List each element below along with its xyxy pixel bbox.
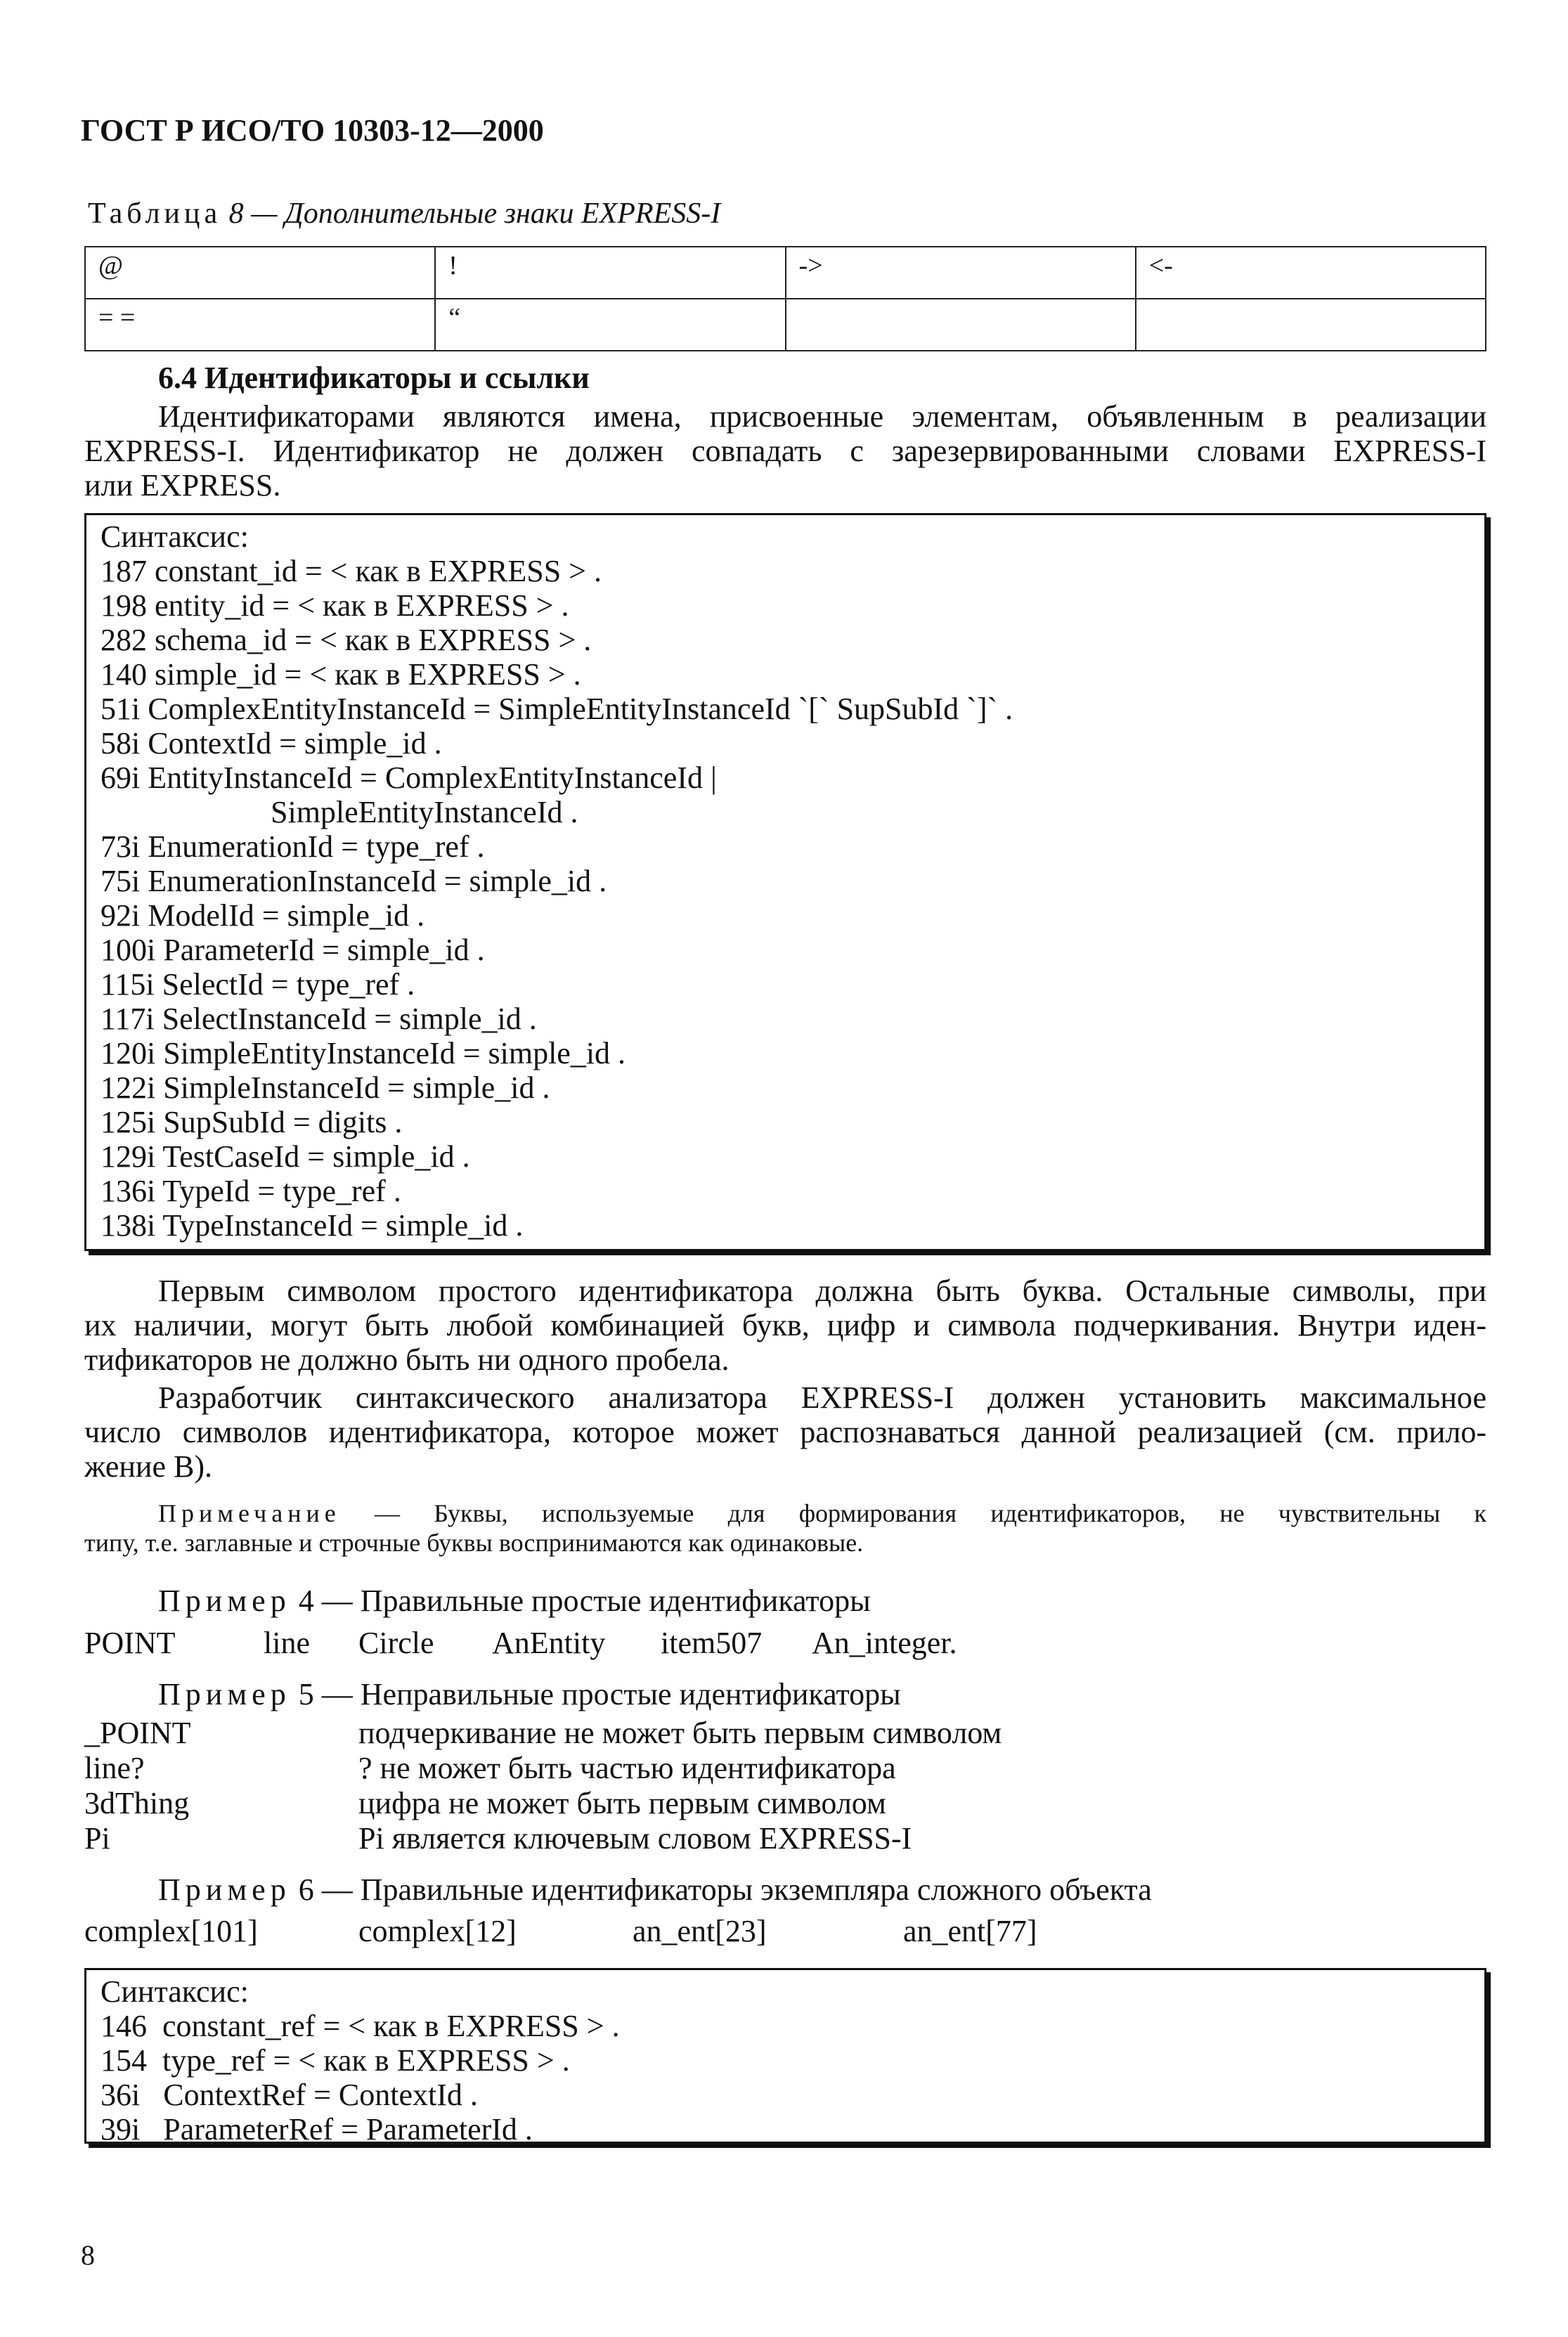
syntax-box-references: [84, 1968, 1486, 2147]
invalid-identifier: line?: [84, 1751, 145, 1785]
note-label: Примечание: [158, 1499, 341, 1527]
paragraph-parser: [84, 1380, 1486, 1484]
section-title: 6.4 Идентификаторы и ссылки: [158, 361, 590, 395]
example-label: Пример: [158, 1584, 291, 1618]
example-6-title: [158, 1872, 1152, 1908]
syntax-line: 154 type_ref = < как в EXPRESS > .: [101, 2043, 570, 2078]
paragraph-line: их наличии, могут быть любой комбинацией букв, цифр и символа подчеркивания. Внутри иден-: [84, 1308, 1486, 1342]
paragraph-line: EXPRESS-I. Идентификатор не должен совпадать с зарезервированными словами EXPRESS-I: [84, 434, 1486, 468]
invalid-identifier: Pi: [84, 1821, 110, 1856]
syntax-line: 146 constant_ref = < как в EXPRESS > .: [101, 2009, 620, 2043]
syntax-line: 100i ParameterId = simple_id .: [101, 933, 485, 967]
example-5-title: [158, 1676, 901, 1712]
identifier-item: item507: [661, 1626, 763, 1660]
syntax-line: 198 entity_id = < как в EXPRESS > .: [101, 588, 569, 623]
invalid-reason: ? не может быть частью идентификатора: [358, 1751, 896, 1785]
paragraph-line: число символов идентификатора, которое может распознаваться данной реализацией (см. прило-: [84, 1415, 1486, 1449]
table-caption: [88, 197, 720, 231]
table-cell: !: [435, 247, 785, 299]
syntax-line: SimpleEntityInstanceId .: [101, 795, 578, 829]
identifier-item: an_ent[77]: [903, 1914, 1037, 1948]
identifier-item: Circle: [358, 1626, 434, 1660]
syntax-line: 282 schema_id = < как в EXPRESS > .: [101, 623, 592, 657]
note-line: [84, 1498, 1486, 1528]
invalid-reason: цифра не может быть первым символом: [358, 1786, 886, 1820]
page-number: 8: [81, 2239, 95, 2271]
syntax-line: 140 simple_id = < как в EXPRESS > .: [101, 657, 581, 692]
table-cell: [1136, 299, 1486, 351]
note-text: — Буквы, используемые для формирования идентификаторов, не чувствительны к: [340, 1499, 1486, 1527]
table-row: [85, 247, 1486, 299]
identifier-item: An_integer.: [812, 1626, 957, 1660]
table-row: [85, 299, 1486, 351]
note-line: типу, т.е. заглавные и строчные буквы воспринимаются как одинаковые.: [84, 1529, 864, 1557]
syntax-label: Синтаксис:: [101, 519, 249, 554]
paragraph-line: Разработчик синтаксического анализатора EXPRESS-I должен установить максимальное: [158, 1380, 1486, 1415]
identifier-item: complex[12]: [358, 1914, 517, 1948]
syntax-line: 115i SelectId = type_ref .: [101, 967, 415, 1002]
paragraph-line: тификаторов не должно быть ни одного пробела.: [84, 1342, 730, 1377]
table-cell: <-: [1136, 247, 1486, 299]
syntax-line: 120i SimpleEntityInstanceId = simple_id .: [101, 1036, 626, 1070]
example-4-title: [158, 1583, 871, 1619]
invalid-identifier: _POINT: [84, 1716, 191, 1750]
note: [84, 1498, 1486, 1558]
identifier-item: AnEntity: [492, 1626, 606, 1660]
syntax-line: 129i TestCaseId = simple_id .: [101, 1139, 470, 1174]
syntax-line: 122i SimpleInstanceId = simple_id .: [101, 1070, 550, 1105]
paragraph-first-symbol: [84, 1274, 1486, 1377]
syntax-box-identifiers: [84, 513, 1486, 1251]
syntax-line: 92i ModelId = simple_id .: [101, 898, 425, 933]
table-cell: “: [435, 299, 785, 351]
paragraph-line: Идентификаторами являются имена, присвоенные элементам, объявленным в реализации: [158, 399, 1486, 434]
table-caption-text: 8 — Дополнительные знаки EXPRESS-I: [221, 198, 721, 230]
syntax-line: 136i TypeId = type_ref .: [101, 1174, 401, 1208]
table-8: [84, 246, 1486, 351]
identifier-item: POINT: [84, 1626, 176, 1660]
table-cell: = =: [85, 299, 435, 351]
syntax-line: 58i ContextId = simple_id .: [101, 726, 442, 760]
table-cell: @: [85, 247, 435, 299]
syntax-line: 125i SupSubId = digits .: [101, 1105, 403, 1139]
invalid-reason: Pi является ключевым словом EXPRESS-I: [358, 1821, 912, 1856]
invalid-reason: подчеркивание не может быть первым символом: [358, 1716, 1002, 1750]
identifier-item: line: [264, 1626, 310, 1660]
section-intro: [84, 399, 1486, 503]
example-title-text: 5 — Неправильные простые идентификаторы: [290, 1677, 901, 1711]
syntax-line: 36i ContextRef = ContextId .: [101, 2078, 478, 2112]
paragraph-line: жение В).: [84, 1449, 212, 1484]
table-caption-label: Таблица: [88, 198, 222, 230]
syntax-line: 73i EnumerationId = type_ref .: [101, 829, 485, 864]
syntax-line: 75i EnumerationInstanceId = simple_id .: [101, 864, 607, 898]
syntax-label: Синтаксис:: [101, 1974, 249, 2009]
example-title-text: 4 — Правильные простые идентификаторы: [290, 1584, 871, 1618]
syntax-line: 117i SelectInstanceId = simple_id .: [101, 1002, 537, 1036]
example-title-text: 6 — Правильные идентификаторы экземпляра сложного объекта: [290, 1872, 1152, 1907]
identifier-item: complex[101]: [84, 1914, 258, 1948]
identifier-item: an_ent[23]: [633, 1914, 767, 1948]
syntax-line: 69i EntityInstanceId = ComplexEntityInstanceId |: [101, 760, 717, 795]
syntax-line: 187 constant_id = < как в EXPRESS > .: [101, 554, 602, 588]
example-label: Пример: [158, 1677, 291, 1711]
paragraph-line: или EXPRESS.: [84, 468, 281, 503]
syntax-line: 138i TypeInstanceId = simple_id .: [101, 1208, 524, 1243]
table-cell: [786, 299, 1136, 351]
syntax-line: 51i ComplexEntityInstanceId = SimpleEntityInstanceId `[` SupSubId `]` .: [101, 692, 1013, 726]
document-header: ГОСТ Р ИСО/ТО 10303-12—2000: [81, 113, 544, 148]
invalid-identifier: 3dThing: [84, 1786, 190, 1820]
paragraph-line: Первым символом простого идентификатора должна быть буква. Остальные символы, при: [158, 1274, 1486, 1308]
example-label: Пример: [158, 1872, 291, 1907]
syntax-line: 39i ParameterRef = ParameterId .: [101, 2112, 533, 2147]
table-cell: ->: [786, 247, 1136, 299]
